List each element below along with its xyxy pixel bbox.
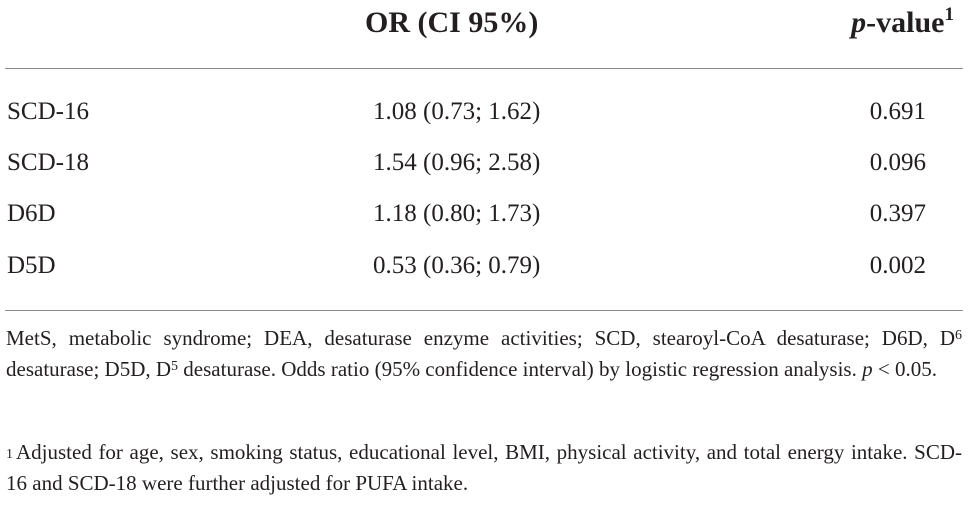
footnote-superscript: 5: [171, 359, 179, 374]
p-value: 0.397: [869, 200, 926, 227]
p-value-header-italic: p: [851, 6, 867, 39]
p-value-column-header: [851, 6, 954, 40]
or-ci-value: 1.18 (0.80; 1.73): [373, 200, 541, 227]
table-row: [0, 98, 968, 138]
footnote-text: desaturase. Odds ratio (95% confidence interval) by logistic regression analysis.: [178, 357, 863, 381]
footnote-marker: 1: [6, 447, 13, 462]
footnote-superscript: 6: [955, 328, 962, 343]
footnote-text: MetS, metabolic syndrome; DEA, desaturase enzyme activities; SCD, stearoyl-CoA desaturase; D6D, D: [6, 326, 955, 350]
row-label: SCD-16: [7, 98, 89, 125]
table-row: [0, 149, 968, 189]
row-label: D5D: [7, 252, 56, 279]
table-bottom-divider: [5, 310, 963, 311]
adjustment-footnote: [6, 437, 962, 499]
footnote-text: Adjusted for age, sex, smoking status, educational level, BMI, physical activity, and total energy intake. SCD-16 and SCD-18 were further adjusted for PUFA intake.: [6, 440, 962, 495]
row-label: D6D: [7, 200, 56, 227]
table-row: [0, 252, 968, 292]
or-ci-value: 0.53 (0.36; 0.79): [373, 252, 541, 279]
abbreviations-footnote: [6, 323, 962, 385]
or-ci-value: 1.08 (0.73; 1.62): [373, 98, 541, 125]
or-ci-column-header: OR (CI 95%): [365, 6, 539, 39]
p-value-header-text: -value: [866, 6, 945, 39]
footnote-text: < 0.05.: [872, 357, 937, 381]
or-ci-value: 1.54 (0.96; 2.58): [373, 149, 541, 176]
footnote-text: desaturase; D5D, D: [6, 357, 172, 381]
table-header: [0, 0, 968, 56]
p-value: 0.002: [869, 252, 926, 279]
footnote-italic-p: p: [862, 357, 873, 381]
p-value: 0.096: [869, 149, 926, 176]
p-value: 0.691: [869, 98, 926, 125]
row-label: SCD-18: [7, 149, 89, 176]
header-divider: [5, 68, 963, 69]
table-row: [0, 200, 968, 240]
p-value-header-footnote-marker: 1: [944, 4, 954, 25]
